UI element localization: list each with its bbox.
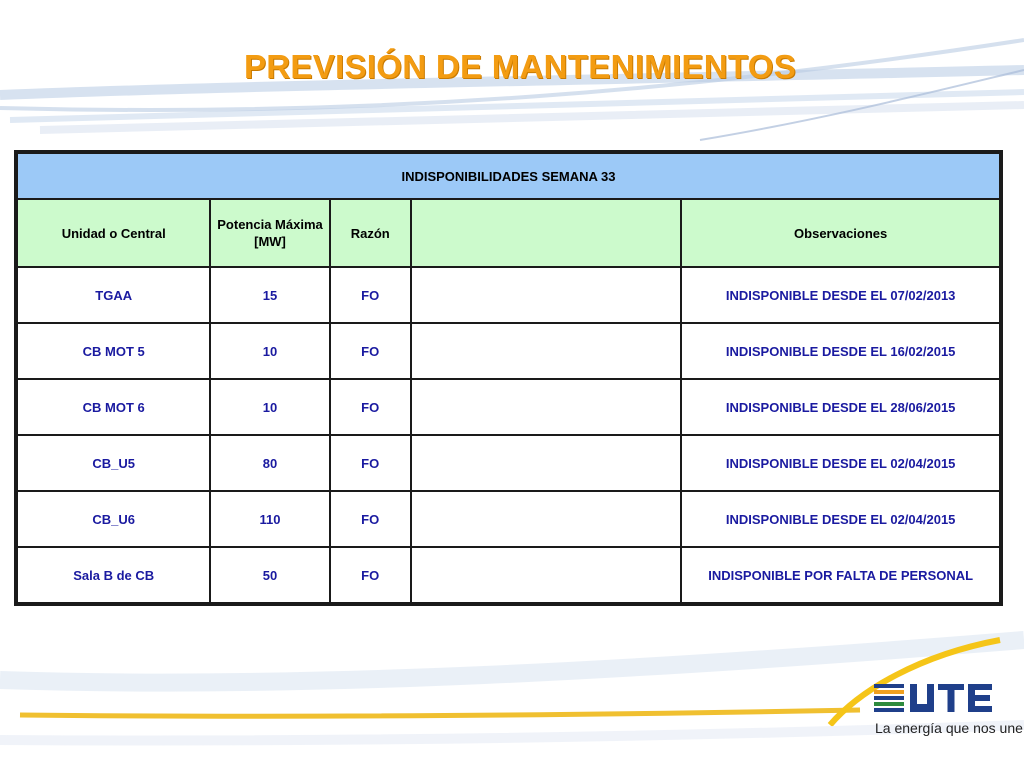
table-row (17, 323, 1000, 379)
table-row (17, 267, 1000, 323)
header-observaciones: Observaciones (681, 199, 1000, 267)
header-potencia: Potencia Máxima [MW] (210, 199, 329, 267)
cell-unidad: CB MOT 5 (17, 323, 210, 379)
cell-potencia: 10 (210, 379, 329, 435)
cell-blank (411, 267, 682, 323)
cell-observaciones: INDISPONIBLE DESDE EL 02/04/2015 (681, 435, 1000, 491)
table-banner: INDISPONIBILIDADES SEMANA 33 (17, 153, 1000, 199)
cell-potencia: 15 (210, 267, 329, 323)
cell-unidad: CB MOT 6 (17, 379, 210, 435)
ute-emblem-icon (874, 684, 904, 712)
cell-potencia: 80 (210, 435, 329, 491)
cell-unidad: TGAA (17, 267, 210, 323)
cell-razon: FO (330, 491, 411, 547)
cell-blank (411, 323, 682, 379)
table-row (17, 435, 1000, 491)
cell-blank (411, 435, 682, 491)
cell-blank (411, 379, 682, 435)
cell-razon: FO (330, 435, 411, 491)
cell-blank (411, 547, 682, 603)
page-title: PREVISIÓN DE MANTENIMIENTOS (243, 48, 797, 85)
ute-logo (872, 680, 1012, 720)
cell-razon: FO (330, 323, 411, 379)
cell-observaciones: INDISPONIBLE DESDE EL 07/02/2013 (681, 267, 1000, 323)
cell-unidad: Sala B de CB (17, 547, 210, 603)
cell-unidad: CB_U5 (17, 435, 210, 491)
cell-potencia: 110 (210, 491, 329, 547)
cell-observaciones: INDISPONIBLE DESDE EL 28/06/2015 (681, 379, 1000, 435)
cell-observaciones: INDISPONIBLE DESDE EL 02/04/2015 (681, 491, 1000, 547)
logo-tagline: La energía que nos une (875, 720, 1023, 736)
cell-razon: FO (330, 267, 411, 323)
table-row (17, 491, 1000, 547)
cell-observaciones: INDISPONIBLE POR FALTA DE PERSONAL (681, 547, 1000, 603)
table-row (17, 379, 1000, 435)
cell-razon: FO (330, 379, 411, 435)
header-blank (411, 199, 682, 267)
header-razon: Razón (330, 199, 411, 267)
table-banner-row (17, 153, 1000, 199)
ute-wordmark-icon (910, 684, 992, 712)
cell-razon: FO (330, 547, 411, 603)
cell-potencia: 10 (210, 323, 329, 379)
header-unidad: Unidad o Central (17, 199, 210, 267)
table-row (17, 547, 1000, 603)
cell-potencia: 50 (210, 547, 329, 603)
cell-unidad: CB_U6 (17, 491, 210, 547)
cell-blank (411, 491, 682, 547)
unavailability-table (14, 150, 1003, 606)
cell-observaciones: INDISPONIBLE DESDE EL 16/02/2015 (681, 323, 1000, 379)
table-header-row (17, 199, 1000, 267)
